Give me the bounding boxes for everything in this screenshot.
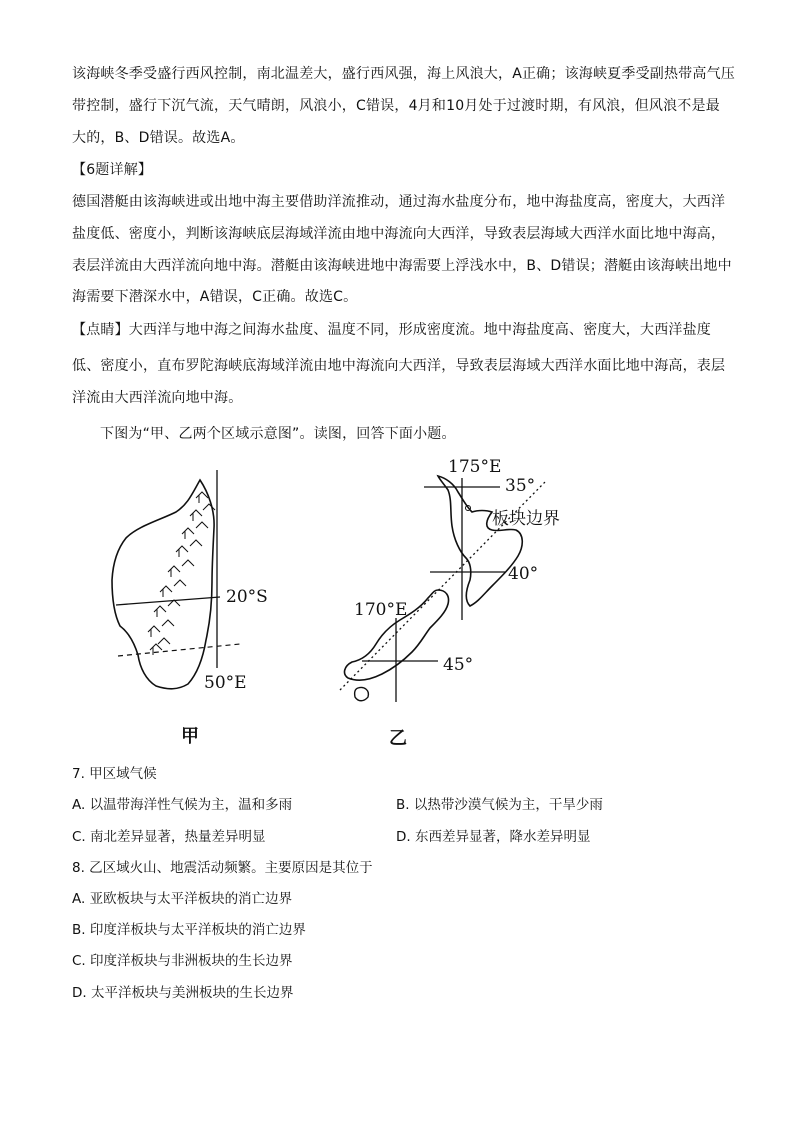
- q7-option-c: C. 南北差异显著，热量差异明显: [72, 829, 266, 845]
- q8-option-b: B. 印度洋板块与太平洋板块的消亡边界: [72, 922, 306, 938]
- q8-option-c: C. 印度洋板块与非洲板块的生长边界: [72, 953, 293, 969]
- q8-option-d: D. 太平洋板块与美洲板块的生长边界: [72, 985, 294, 1001]
- label-plate-boundary: 板块边界: [492, 509, 560, 529]
- label-40: 40°: [508, 564, 539, 584]
- label-50e: 50°E: [204, 673, 247, 693]
- label-20s: 20°S: [226, 587, 268, 607]
- question-7-stem: 7. 甲区域气候: [72, 766, 157, 782]
- label-170e: 170°E: [354, 600, 408, 620]
- map-yi: [340, 457, 560, 702]
- island-outline-jia: [112, 480, 214, 689]
- mountain-range-symbols: [148, 492, 215, 655]
- tip-text-line-2: 低、密度小，直布罗陀海峡底海域洋流由地中海流向大西洋，导致表层海域大西洋水面比地中海高，表层: [72, 358, 726, 374]
- section-heading-q6: 【6题详解】: [72, 162, 153, 178]
- answer-text-line-7: 表层洋流由大西洋流向地中海。潜艇由该海峡进地中海需要上浮浅水中，B、D错误；潜艇由该海峡出地中: [72, 258, 732, 274]
- q7-option-a: A. 以温带海洋性气候为主，温和多雨: [72, 797, 293, 813]
- answer-text-line-3: 大的，B、D错误。故选A。: [72, 130, 245, 146]
- stewart-island-outline: [355, 687, 369, 700]
- question-8-stem: 8. 乙区域火山、地震活动频繁。主要原因是其位于: [72, 860, 373, 876]
- answer-text-line-2: 带控制，盛行下沉气流，天气晴朗，风浪小，C错误，4月和10月处于过渡时期，有风浪，但风浪不是最: [72, 98, 720, 114]
- label-45: 45°: [443, 655, 474, 675]
- map-jia: [112, 470, 268, 693]
- parallel-20s: [116, 597, 220, 605]
- answer-text-line-8: 海需要下潜深水中，A错误，C正确。故选C。: [72, 289, 358, 305]
- tip-text-line-3: 洋流由大西洋流向地中海。: [72, 390, 243, 406]
- tip-text-line-1: 【点睛】大西洋与地中海之间海水盐度、温度不同，形成密度流。地中海盐度高、密度大，大西洋盐度: [72, 322, 711, 338]
- q7-option-d: D. 东西差异显著，降水差异明显: [396, 829, 591, 845]
- q8-option-a: A. 亚欧板块与太平洋板块的消亡边界: [72, 891, 293, 907]
- q7-option-b: B. 以热带沙漠气候为主，干旱少雨: [396, 797, 603, 813]
- answer-text-line-5: 德国潜艇由该海峡进或出地中海主要借助洋流推动，通过海水盐度分布，地中海盐度高，密度大，大西洋: [72, 194, 726, 210]
- label-35: 35°: [505, 476, 536, 496]
- label-175e: 175°E: [448, 457, 502, 477]
- caption-yi: 乙: [389, 728, 407, 749]
- answer-text-line-6: 盐度低、密度小，判断该海峡底层海域洋流由地中海流向大西洋，导致表层海域大西洋水面比地中海高，: [72, 226, 726, 242]
- answer-text-line-1: 该海峡冬季受盛行西风控制，南北温差大，盛行西风强，海上风浪大，A正确；该海峡夏季受副热带高气压: [72, 66, 735, 82]
- figure-intro: 下图为“甲、乙两个区域示意图”。读图，回答下面小题。: [100, 426, 456, 442]
- caption-jia: 甲: [181, 726, 199, 747]
